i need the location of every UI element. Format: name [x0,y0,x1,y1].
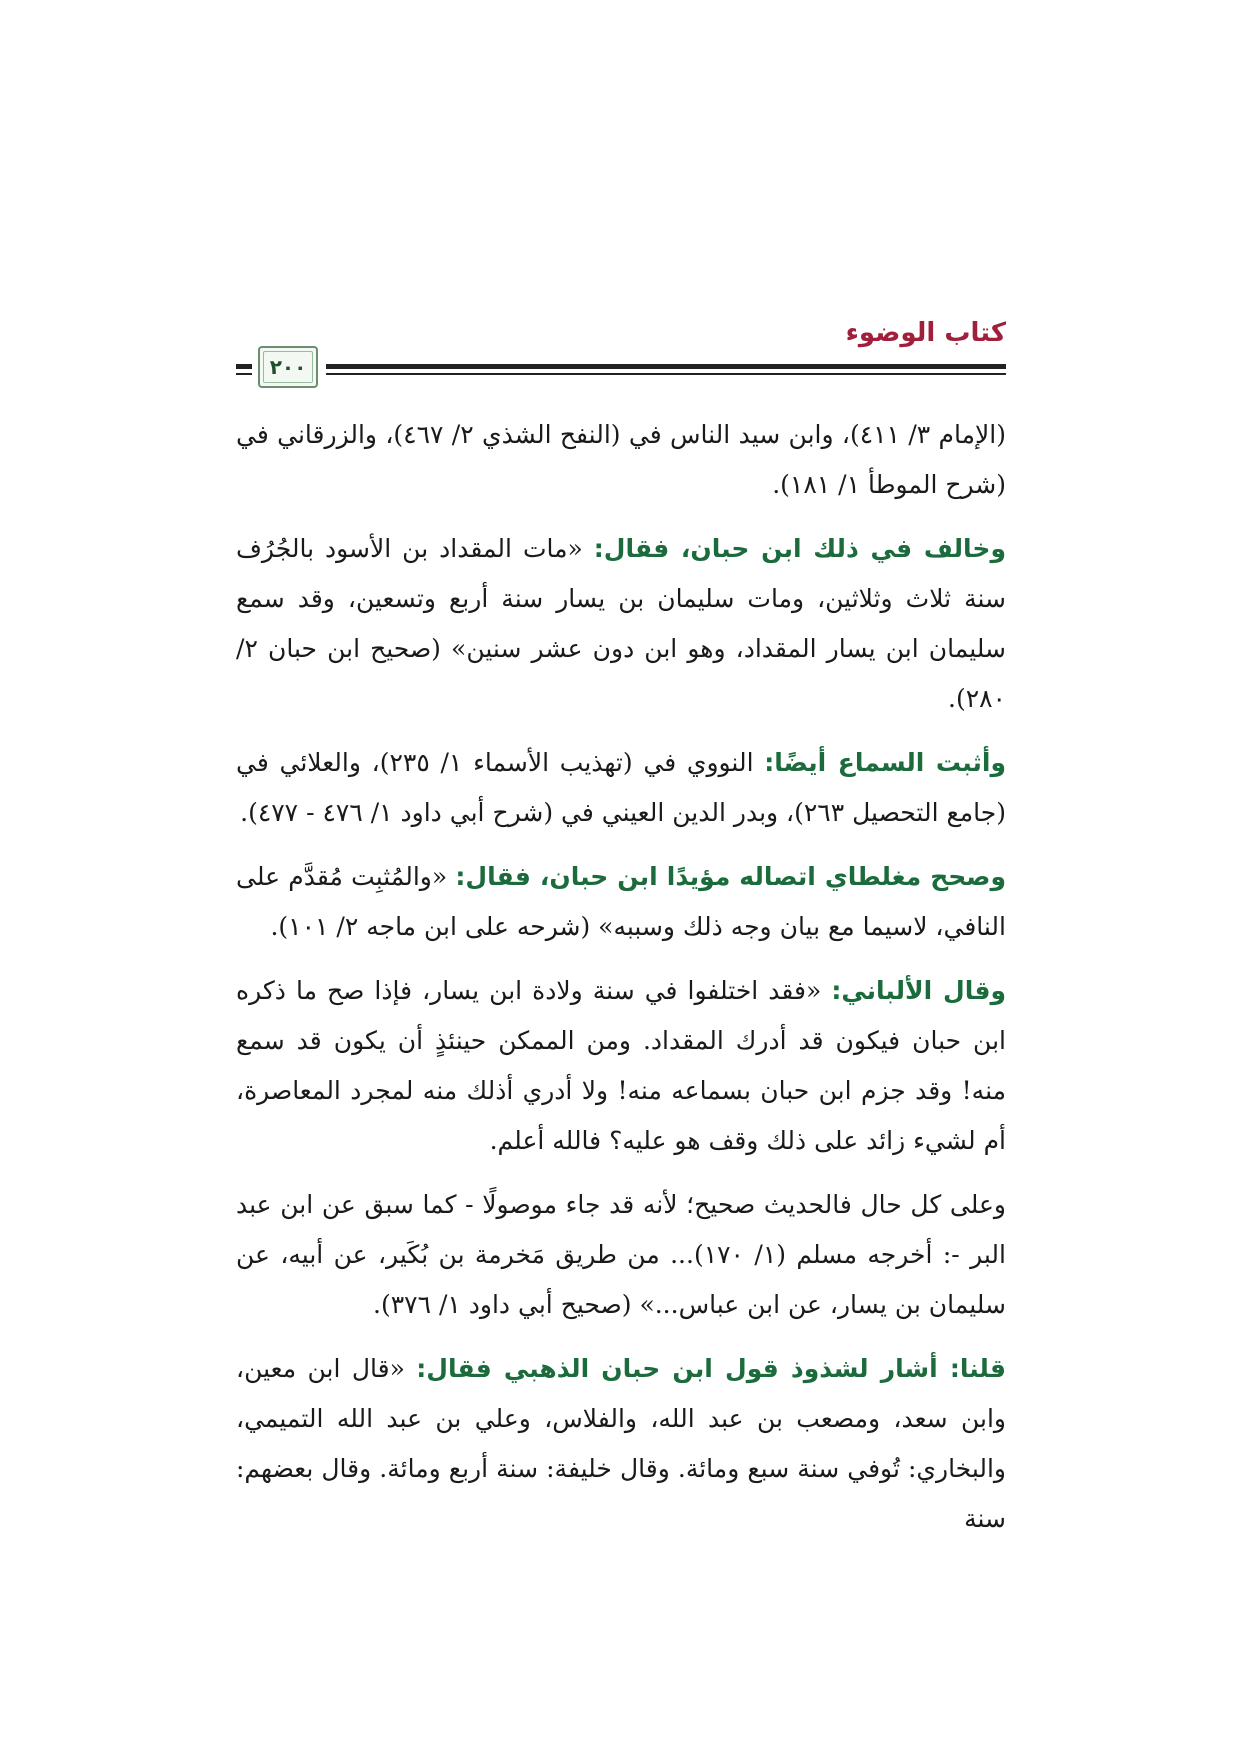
page-number-frame [258,346,318,388]
paragraph-7 [236,1344,1006,1544]
paragraph-lead: وصحح مغلطاي اتصاله مؤيدًا ابن حبان، فقال: [455,862,1006,891]
paragraph-5 [236,966,1006,1166]
paragraph-4 [236,852,1006,952]
paragraph-text: وعلى كل حال فالحديث صحيح؛ لأنه قد جاء موصولًا - كما سبق عن ابن عبد البر -: أخرجه مسلم (١/ ١٧٠)... من طريق مَخرمة بن بُكَير، عن أبيه، عن سليمان بن يسار، عن ابن عباس...» (صحيح أبي داود ١/ ٣٧٦). [236,1190,1006,1319]
book-title: كتاب الوضوء [845,318,1006,348]
header-rule [326,364,1006,369]
paragraph-lead: قلنا: أشار لشذوذ قول ابن حبان الذهبي فقال: [416,1354,1007,1383]
header-rule-left [236,364,252,369]
header-rule-thin [326,373,1006,375]
paragraph-lead: وقال الألباني: [831,976,1006,1005]
header-rule-left-thin [236,373,252,375]
paragraph-lead: وأثبت السماع أيضًا: [764,748,1007,777]
paragraph-2 [236,524,1006,724]
paragraph-text: «والمُثبِت مُقدَّم على النافي، لاسيما مع بيان وجه ذلك وسببه» (شرحه على ابن ماجه ٢/ ١٠١). [236,862,1006,941]
paragraph-3 [236,738,1006,838]
paragraph-text: (الإمام ٣/ ٤١١)، وابن سيد الناس في (النفح الشذي ٢/ ٤٦٧)، والزرقاني في (شرح الموطأ ١/ ١٨١). [236,420,1006,499]
paragraph-text: النووي في (تهذيب الأسماء ١/ ٢٣٥)، والعلائي في (جامع التحصيل ٢٦٣)، وبدر الدين العيني في (شرح أبي داود ١/ ٤٧٦ - ٤٧٧). [236,748,1006,827]
paragraph-lead: وخالف في ذلك ابن حبان، فقال: [593,534,1006,563]
paragraph-6 [236,1180,1006,1330]
paragraph-text: «فقد اختلفوا في سنة ولادة ابن يسار، فإذا صح ما ذكره ابن حبان فيكون قد أدرك المقداد. ومن الممكن حينئذٍ أن يكون قد سمع منه! وقد جزم ابن حبان بسماعه منه! ولا أدري أذلك منه لمجرد المعاصرة، أم لشيء زائد على ذلك وقف هو عليه؟ فالله أعلم. [236,976,1006,1155]
paragraph-text: «قال ابن معين، وابن سعد، ومصعب بن عبد الله، والفلاس، وعلي بن عبد الله التميمي، والبخاري: تُوفي سنة سبع ومائة. وقال خليفة: سنة أربع ومائة. وقال بعضهم: سنة [236,1354,1007,1533]
paragraph-text: «مات المقداد بن الأسود بالجُرُف سنة ثلاث وثلاثين، ومات سليمان بن يسار سنة أربع وتسعين، وقد سمع سليمان ابن يسار المقداد، وهو ابن دون عشر سنين» (صحيح ابن حبان ٢/ ٢٨٠). [236,534,1006,713]
paragraph-1 [236,410,1006,510]
page-header [236,310,1006,390]
page-number: ٢٠٠ [269,355,307,379]
page-body [236,410,1006,1558]
